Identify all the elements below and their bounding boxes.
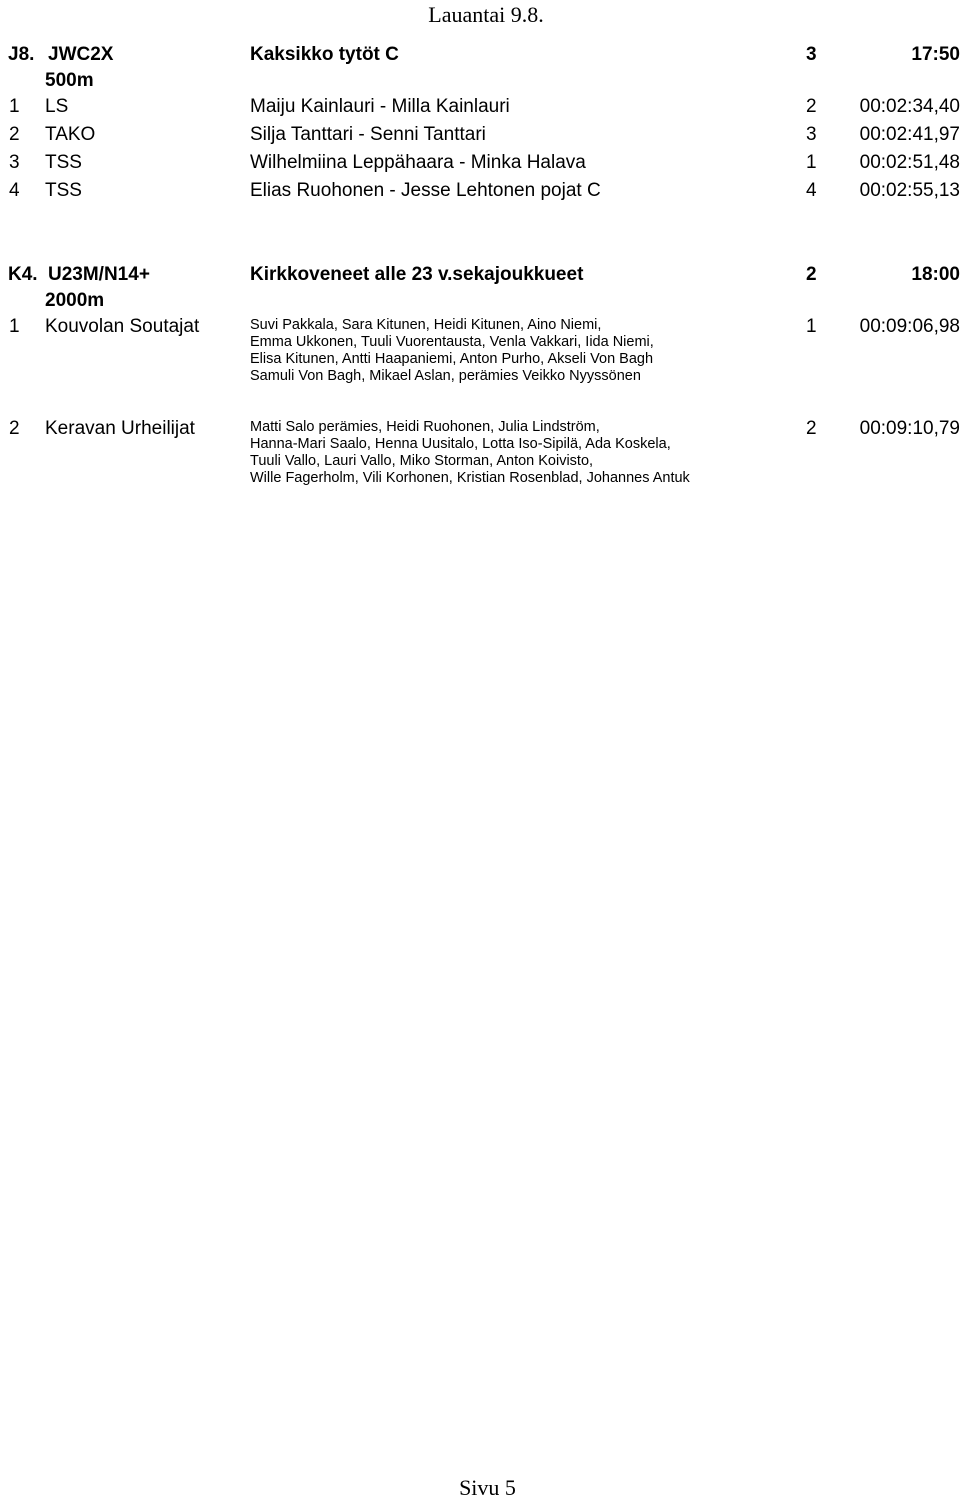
race-event: Kaksikko tytöt C: [250, 44, 399, 65]
result-crew: Elias Ruohonen - Jesse Lehtonen pojat C: [250, 180, 601, 201]
crew-line: Samuli Von Bagh, Mikael Aslan, perämies Veikko Nyyssönen: [250, 368, 641, 384]
result-time: 00:02:34,40: [859, 96, 960, 117]
race-id: J8.: [8, 44, 35, 65]
result-lane: 2: [806, 418, 817, 439]
result-lane: 1: [806, 316, 817, 337]
result-club: Keravan Urheilijat: [45, 418, 195, 439]
result-time: 00:09:06,98: [859, 316, 960, 337]
crew-line: Wille Fagerholm, Vili Korhonen, Kristian Rosenblad, Johannes Antuk: [250, 470, 690, 486]
result-lane: 1: [806, 152, 817, 173]
result-lane: 3: [806, 124, 817, 145]
page-date: Lauantai 9.8.: [428, 2, 544, 27]
result-lane: 2: [806, 96, 817, 117]
result-place: 3: [9, 152, 20, 173]
crew-line: Suvi Pakkala, Sara Kitunen, Heidi Kitunen, Aino Niemi,: [250, 317, 602, 333]
result-club: LS: [45, 96, 69, 117]
race-distance: 500m: [45, 70, 94, 91]
page-number: Sivu 5: [459, 1475, 516, 1500]
result-place: 1: [9, 96, 20, 117]
race-class: JWC2X: [48, 44, 114, 65]
result-time: 00:02:41,97: [859, 124, 960, 145]
result-crew: [250, 317, 654, 385]
result-club: TSS: [45, 152, 82, 173]
race-count: 2: [806, 264, 817, 285]
result-crew: [250, 419, 690, 487]
result-club: Kouvolan Soutajat: [45, 316, 200, 337]
race-event: Kirkkoveneet alle 23 v.sekajoukkueet: [250, 264, 584, 285]
race-time: 17:50: [911, 44, 960, 65]
result-crew: Maiju Kainlauri - Milla Kainlauri: [250, 96, 510, 117]
crew-line: Matti Salo perämies, Heidi Ruohonen, Julia Lindström,: [250, 419, 600, 435]
result-crew: Silja Tanttari - Senni Tanttari: [250, 124, 486, 145]
result-lane: 4: [806, 180, 817, 201]
result-place: 2: [9, 124, 20, 145]
race-id: K4.: [8, 264, 38, 285]
result-place: 2: [9, 418, 20, 439]
result-time: 00:02:51,48: [859, 152, 960, 173]
result-club: TSS: [45, 180, 82, 201]
race-time: 18:00: [911, 264, 960, 285]
race-distance: 2000m: [45, 290, 105, 311]
crew-line: Elisa Kitunen, Antti Haapaniemi, Anton Purho, Akseli Von Bagh: [250, 351, 654, 367]
result-place: 1: [9, 316, 20, 337]
crew-line: Tuuli Vallo, Lauri Vallo, Miko Storman, Anton Koivisto,: [250, 453, 594, 469]
race-class: U23M/N14+: [48, 264, 150, 285]
result-place: 4: [9, 180, 20, 201]
result-club: TAKO: [45, 124, 96, 145]
race-count: 3: [806, 44, 817, 65]
result-time: 00:09:10,79: [859, 418, 960, 439]
crew-line: Emma Ukkonen, Tuuli Vuorentausta, Venla Vakkari, Iida Niemi,: [250, 334, 654, 350]
result-crew: Wilhelmiina Leppähaara - Minka Halava: [250, 152, 586, 173]
crew-line: Hanna-Mari Saalo, Henna Uusitalo, Lotta Iso-Sipilä, Ada Koskela,: [250, 436, 671, 452]
result-time: 00:02:55,13: [859, 180, 960, 201]
